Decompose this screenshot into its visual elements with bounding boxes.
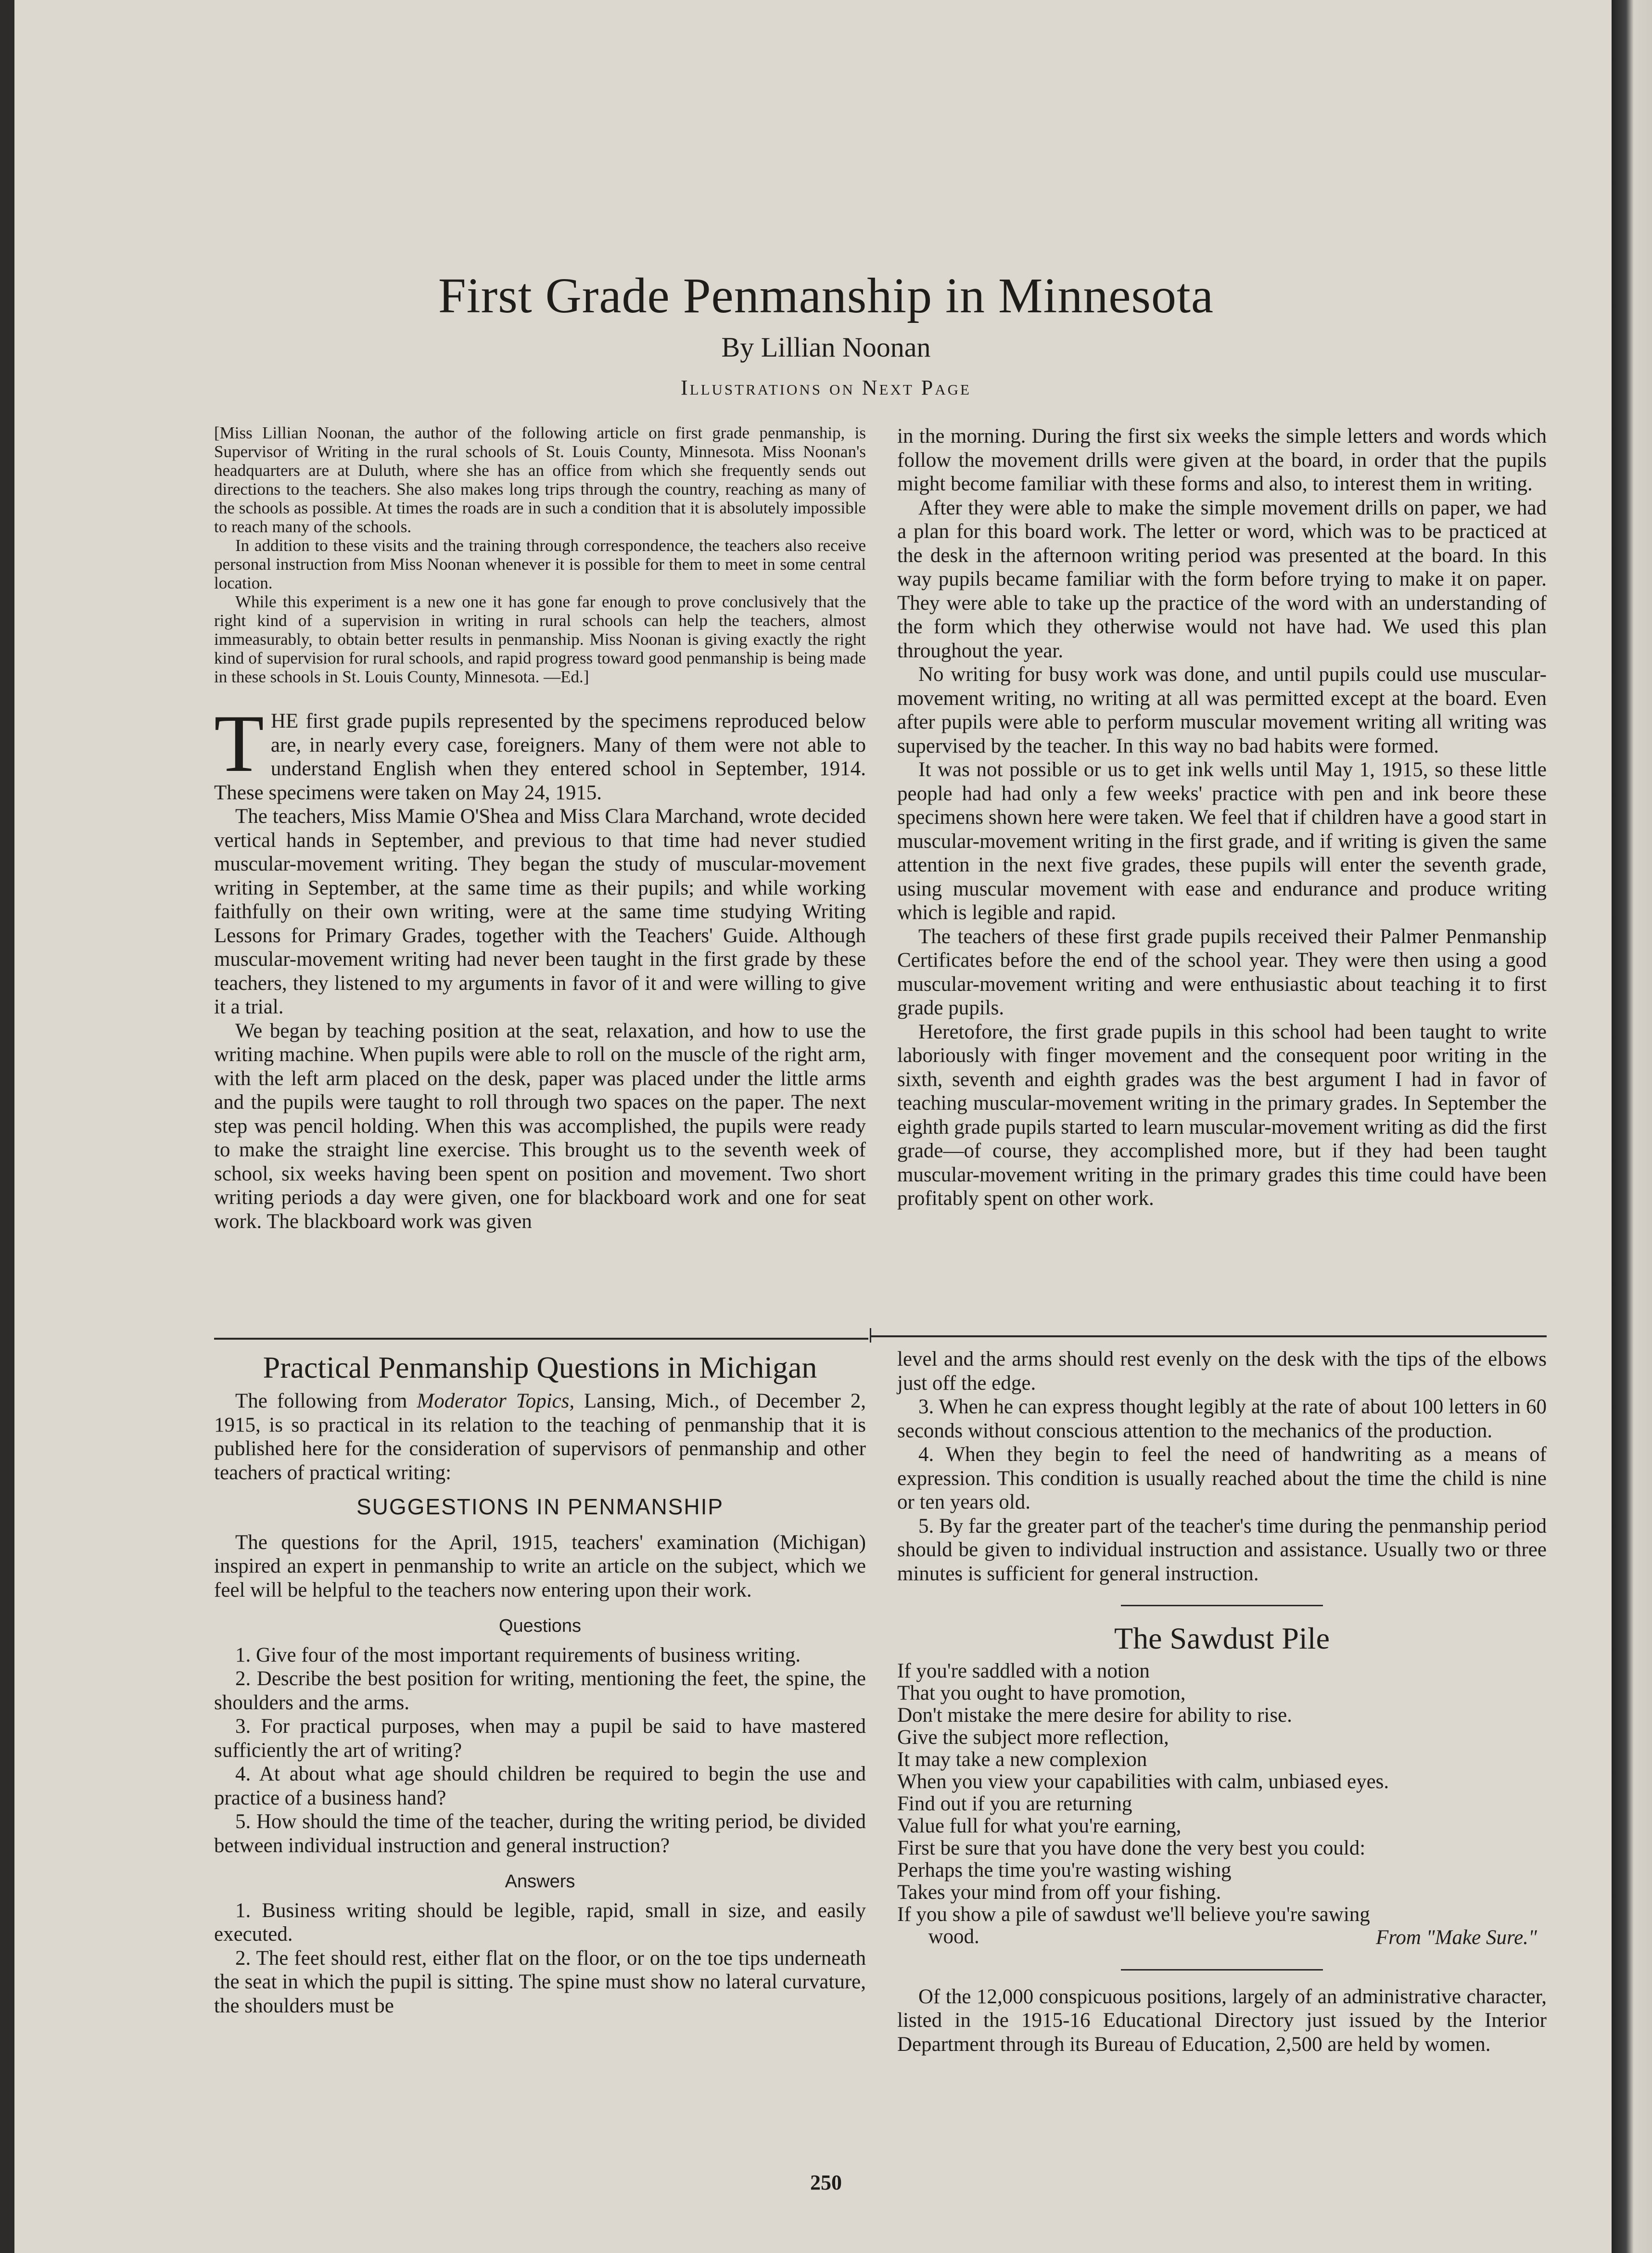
body-paragraph: No writing for busy work was done, and until pupils could use muscular-movement writing, no writing at all was permitted except at the board. Even after pupils were able to perform muscular movement writing all writing was supervised by the teacher. In this way no bad habits were formed. (897, 663, 1547, 757)
section-divider (214, 1338, 868, 1340)
column-divider (870, 1328, 871, 1343)
editor-note-para: While this experiment is a new one it has gone far enough to prove conclusively that the right kind of a supervision in writing in rural schools can help the teachers, almost immeasurably, to obtain better results in penmanship. Miss Noonan is giving exactly the right kind of supervision for rural schools, and rapid progress toward good penmanship is being made in these schools in St. Louis County, Minnesota. —Ed.] (214, 592, 866, 686)
poem-title: The Sawdust Pile (1114, 1621, 1330, 1655)
poem-line: Find out if you are returning (897, 1792, 1132, 1815)
article-right-column (897, 424, 1547, 1211)
editor-note (214, 423, 866, 686)
answers-heading: Answers (505, 1871, 575, 1892)
poem-line: Takes your mind from off your fishing. (897, 1881, 1221, 1904)
article-byline: By Lillian Noonan (721, 332, 931, 363)
poem-line: It may take a new complexion (897, 1748, 1147, 1771)
michigan-column (214, 1350, 866, 2018)
poem-line: Don't mistake the mere desire for ability to rise. (897, 1704, 1292, 1727)
suggestions-heading: SUGGESTIONS IN PENMANSHIP (356, 1494, 724, 1519)
answer-item: 3. When he can express thought legibly at the rate of about 100 letters in 60 seconds without conscious attention to the mechanics of the production. (897, 1395, 1547, 1442)
body-paragraph: in the morning. During the first six weeks the simple letters and words which follow the movement drills were given at the board, in order that the pupils might become familiar with these forms and also, to interest them in writing. (897, 425, 1547, 495)
section-divider (871, 1335, 1547, 1337)
page-number: 250 (810, 2171, 842, 2194)
poem-line: wood. (897, 1925, 979, 1948)
short-divider (1121, 1605, 1323, 1606)
question-item: 3. For practical purposes, when may a pupil be said to have mastered sufficiently the art of writing? (214, 1715, 866, 1762)
body-paragraph: We began by teaching position at the seat, relaxation, and how to use the writing machine. When pupils were able to roll on the muscle of the right arm, with the left arm placed on the desk, paper was placed under the little arms and the pupils were taught to roll through two spaces on the paper. The next step was pencil holding. When this was accomplished, the pupils were ready to make the straight line exercise. This brought us to the seventh week of school, six weeks having been spent on position and movement. Two short writing periods a day were given, one for blackboard work and one for seat work. The blackboard work was given (214, 1019, 866, 1233)
filler-paragraph: Of the 12,000 conspicuous positions, largely of an administrative character, listed in the 1915-16 Educational Directory just issued by the Interior Department through its Bureau of Education, 2,500 are held by women. (897, 1985, 1547, 2056)
poem-line: Give the subject more reflection, (897, 1726, 1169, 1749)
questions-heading: Questions (498, 1616, 582, 1636)
michigan-intro: The following from Moderator Topics, Lansing, Mich., of December 2, 1915, is so practical in its relation to the teaching of penmanship that it is published here for the consideration of supervisors of penmanship and other teachers of practical writing: (214, 1390, 866, 1484)
poem-line: First be sure that you have done the very best you could: (897, 1837, 1366, 1859)
poem-line: Value full for what you're earning, (897, 1815, 1182, 1837)
body-paragraph: After they were able to make the simple movement drills on paper, we had a plan for this board work. The letter or word, which was to be practiced at the desk in the afternoon writing period was presented at the board. In this way pupils became familiar with the form before trying to make it on paper. They were able to take up the practice of the word with an understanding of the form which they otherwise would not have had. We used this plan throughout the year. (897, 496, 1547, 662)
body-paragraph: The teachers of these first grade pupils received their Palmer Penmanship Certificates before the end of the school year. They were then using a good muscular-movement writing and were enthusiastic about teaching it to first grade pupils. (897, 925, 1547, 1019)
body-paragraph: The teachers, Miss Mamie O'Shea and Miss Clara Marchand, wrote decided vertical hands in September, and previous to that time had never studied muscular-movement writing. They began the study of muscular-movement writing in September, at the same time as their pupils; and while working faithfully on their own writing, were at the same time studying Writing Lessons for Primary Grades, together with the Teachers' Guide. Although muscular-movement writing had never been taught in the first grade by these teachers, they listened to my arguments in favor of it and were willing to give it a trial. (214, 805, 866, 1018)
short-divider (1121, 1969, 1323, 1971)
body-paragraph: It was not possible or us to get ink wells until May 1, 1915, so these little people had had only a few weeks' practice with pen and ink beore these specimens shown here were taken. We feel that if children have a good start in muscular-movement writing in the first grade, and if writing is given the same attention in the next five grades, these pupils will enter the seventh grade, using muscular movement with ease and endurance and produce writing which is legible and rapid. (897, 758, 1547, 924)
answer-item: 5. By far the greater part of the teacher's time during the penmanship period should be given to individual instruction and assistance. Usually two or three minutes is sufficient for general instruction. (897, 1514, 1547, 1585)
editor-note-para: [Miss Lillian Noonan, the author of the following article on first grade penmanship, is Supervisor of Writing in the rural schools of St. Louis County, Minnesota. Miss Noonan's headquarters are at Duluth, where she has an office from which she frequently sends out directions to the teachers. She also makes long trips through the country, reaching as many of the schools as possible. At times the roads are in such a condition that it is absolutely impossible to reach many of the schools. (214, 423, 866, 536)
answer-item: 1. Business writing should be legible, rapid, small in size, and easily executed. (214, 1899, 866, 1946)
question-item: 1. Give four of the most important requirements of business writing. (235, 1643, 801, 1666)
question-item: 2. Describe the best position for writing, mentioning the feet, the spine, the shoulders and the arms. (214, 1667, 866, 1714)
poem-line: If you show a pile of sawdust we'll believe you're sawing (897, 1903, 1370, 1926)
michigan-lead: The questions for the April, 1915, teachers' examination (Michigan) inspired an expert in penmanship to write an article on the subject, which we feel will be helpful to the teachers now entering upon their work. (214, 1531, 866, 1601)
lower-right-column (897, 1347, 1547, 2056)
michigan-title: Practical Penmanship Questions in Michigan (263, 1350, 817, 1384)
first-paragraph: THE first grade pupils represented by the specimens reproduced below are, in nearly every case, foreigners. Many of them were not able to understand English when they entered school in September, 1914. These specimens were taken on May 24, 1915. (214, 698, 866, 804)
question-item: 4. At about what age should children be required to begin the use and practice of a business hand? (214, 1763, 866, 1809)
poem-line: When you view your capabilities with calm, unbiased eyes. (897, 1770, 1389, 1793)
answer-item: level and the arms should rest evenly on the desk with the tips of the elbows just off the edge. (897, 1348, 1547, 1395)
question-item: 5. How should the time of the teacher, during the writing period, be divided between individual instruction and general instruction? (214, 1810, 866, 1857)
poem-line: If you're saddled with a notion (897, 1660, 1150, 1682)
poem-lines (897, 1660, 1547, 1948)
article-title: First Grade Penmanship in Minnesota (438, 268, 1214, 323)
body-paragraph: Heretofore, the first grade pupils in this school had been taught to write laboriously with finger movement and the consequent poor writing in the sixth, seventh and eighth grades was the best argument I had in favor of teaching muscular-movement writing in the primary grades. In September the eighth grade pupils started to learn muscular-movement writing as did the first grade—of course, they accomplished more, but if they had been taught muscular-movement writing in the primary grades this time could have been profitably spent on other work. (897, 1020, 1547, 1210)
poem-line: That you ought to have promotion, (897, 1682, 1186, 1704)
poem-credit: From "Make Sure." (1375, 1926, 1537, 1949)
drop-cap: T (214, 698, 264, 789)
article-left-column (214, 423, 866, 1233)
editor-note-para: In addition to these visits and the training through correspondence, the teachers also receive personal instruction from Miss Noonan whenever it is possible for them to meet in some central location. (214, 536, 866, 592)
answer-item: 2. The feet should rest, either flat on the floor, or on the toe tips underneath the seat in which the pupil is sitting. The spine must show no lateral curvature, the shoulders must be (214, 1946, 866, 2017)
illustrations-note: Illustrations on Next Page (681, 376, 971, 399)
poem-line: Perhaps the time you're wasting wishing (897, 1859, 1232, 1882)
answer-item: 4. When they begin to feel the need of handwriting as a means of expression. This condition is usually reached about the time the child is nine or ten years old. (897, 1443, 1547, 1513)
